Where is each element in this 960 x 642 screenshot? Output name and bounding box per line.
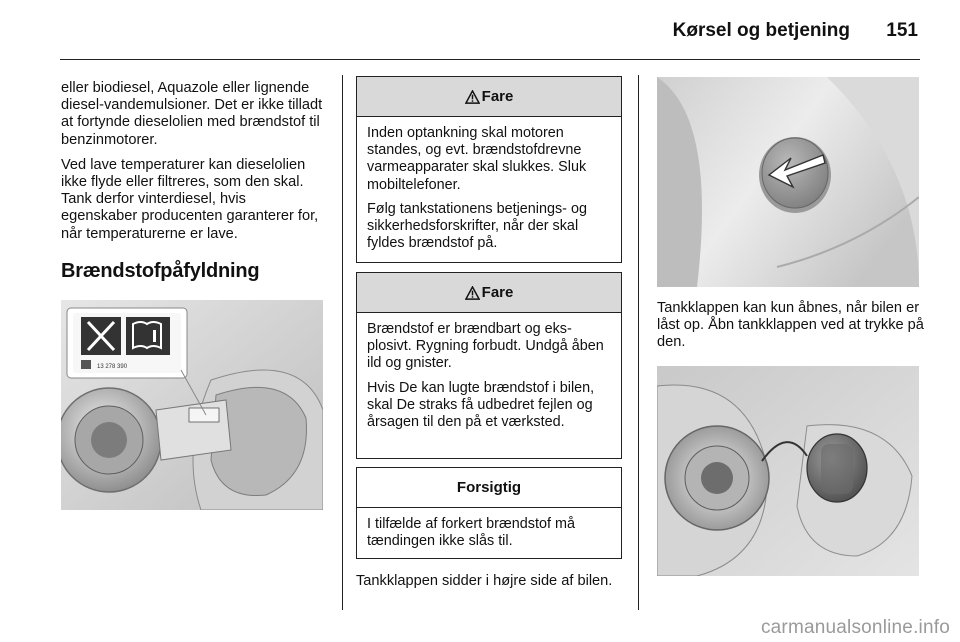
box-body bbox=[357, 508, 621, 563]
box-body bbox=[357, 117, 621, 265]
box-heading: Fare bbox=[481, 88, 514, 105]
paragraph: Inden optankning skal motoren standes, og evt. brændstofdrevne varmeapparater skal slukkes. Sluk mobiltelefoner. bbox=[367, 125, 587, 193]
column-divider bbox=[342, 75, 343, 610]
label-code: 13 278 390 bbox=[97, 364, 128, 370]
danger-box bbox=[356, 76, 622, 263]
fuel-filler-label-figure bbox=[61, 300, 323, 510]
paragraph: Følg tankstationens betjenings- og sikkerhedsforskrifter, når der skal fyldes brændstof på. bbox=[367, 200, 587, 252]
chapter-title: Kørsel og betjening bbox=[672, 20, 850, 41]
warning-triangle-icon bbox=[465, 90, 480, 104]
paragraph: Ved lave temperaturer kan dieselolien ikke flyde eller filtreres, som den skal. Tank derfor vinterdiesel, hvis egenskaber producenten garanterer for, når temperaturerne er lave. bbox=[61, 156, 319, 242]
watermark: carmanualsonline.info bbox=[760, 617, 950, 638]
fuel-flap-closed-figure bbox=[657, 77, 919, 287]
caution-box bbox=[356, 467, 622, 559]
header-rule bbox=[60, 59, 920, 60]
fuel-flap-open-figure bbox=[657, 366, 919, 576]
fuel-flap-location-text: Tankklappen sidder i højre side af bilen. bbox=[356, 573, 613, 589]
page-number: 151 bbox=[886, 20, 918, 41]
paragraph: Brændstof er brændbart og eksplosivt. Rygning forbudt. Undgå åben ild og gnister. bbox=[367, 321, 604, 372]
danger-box bbox=[356, 272, 622, 459]
caution-box-header bbox=[357, 468, 621, 508]
column-1 bbox=[61, 80, 326, 280]
danger-box-header bbox=[357, 273, 621, 313]
warning-triangle-icon bbox=[465, 286, 480, 300]
fuel-flap-closed-illustration bbox=[657, 77, 919, 287]
box-heading: Forsigtig bbox=[456, 479, 522, 496]
fuel-flap-open-illustration bbox=[657, 366, 919, 576]
danger-box-header bbox=[357, 77, 621, 117]
column-divider bbox=[638, 75, 639, 610]
box-body bbox=[357, 313, 621, 444]
paragraph: eller biodiesel, Aquazole eller lignende diesel-vandemulsioner. Det er ikke tilladt at fortynde dieselolien med brændstof til benzinmotorer. bbox=[61, 80, 323, 148]
paragraph: I tilfælde af forkert brændstof må tændingen ikke slås til. bbox=[367, 516, 575, 550]
paragraph: Hvis De kan lugte brændstof i bilen, skal De straks få udbedret fejlen og årsagen til den på et værksted. bbox=[367, 379, 595, 431]
section-heading: Brændstofpåfyldning bbox=[61, 259, 260, 282]
box-heading: Fare bbox=[481, 284, 514, 301]
fuel-flap-open-instruction: Tankklappen kan kun åbnes, når bilen er låst op. Åbn tankklappen ved at trykke på den. bbox=[657, 300, 924, 351]
fuel-filler-label-illustration bbox=[61, 300, 323, 510]
